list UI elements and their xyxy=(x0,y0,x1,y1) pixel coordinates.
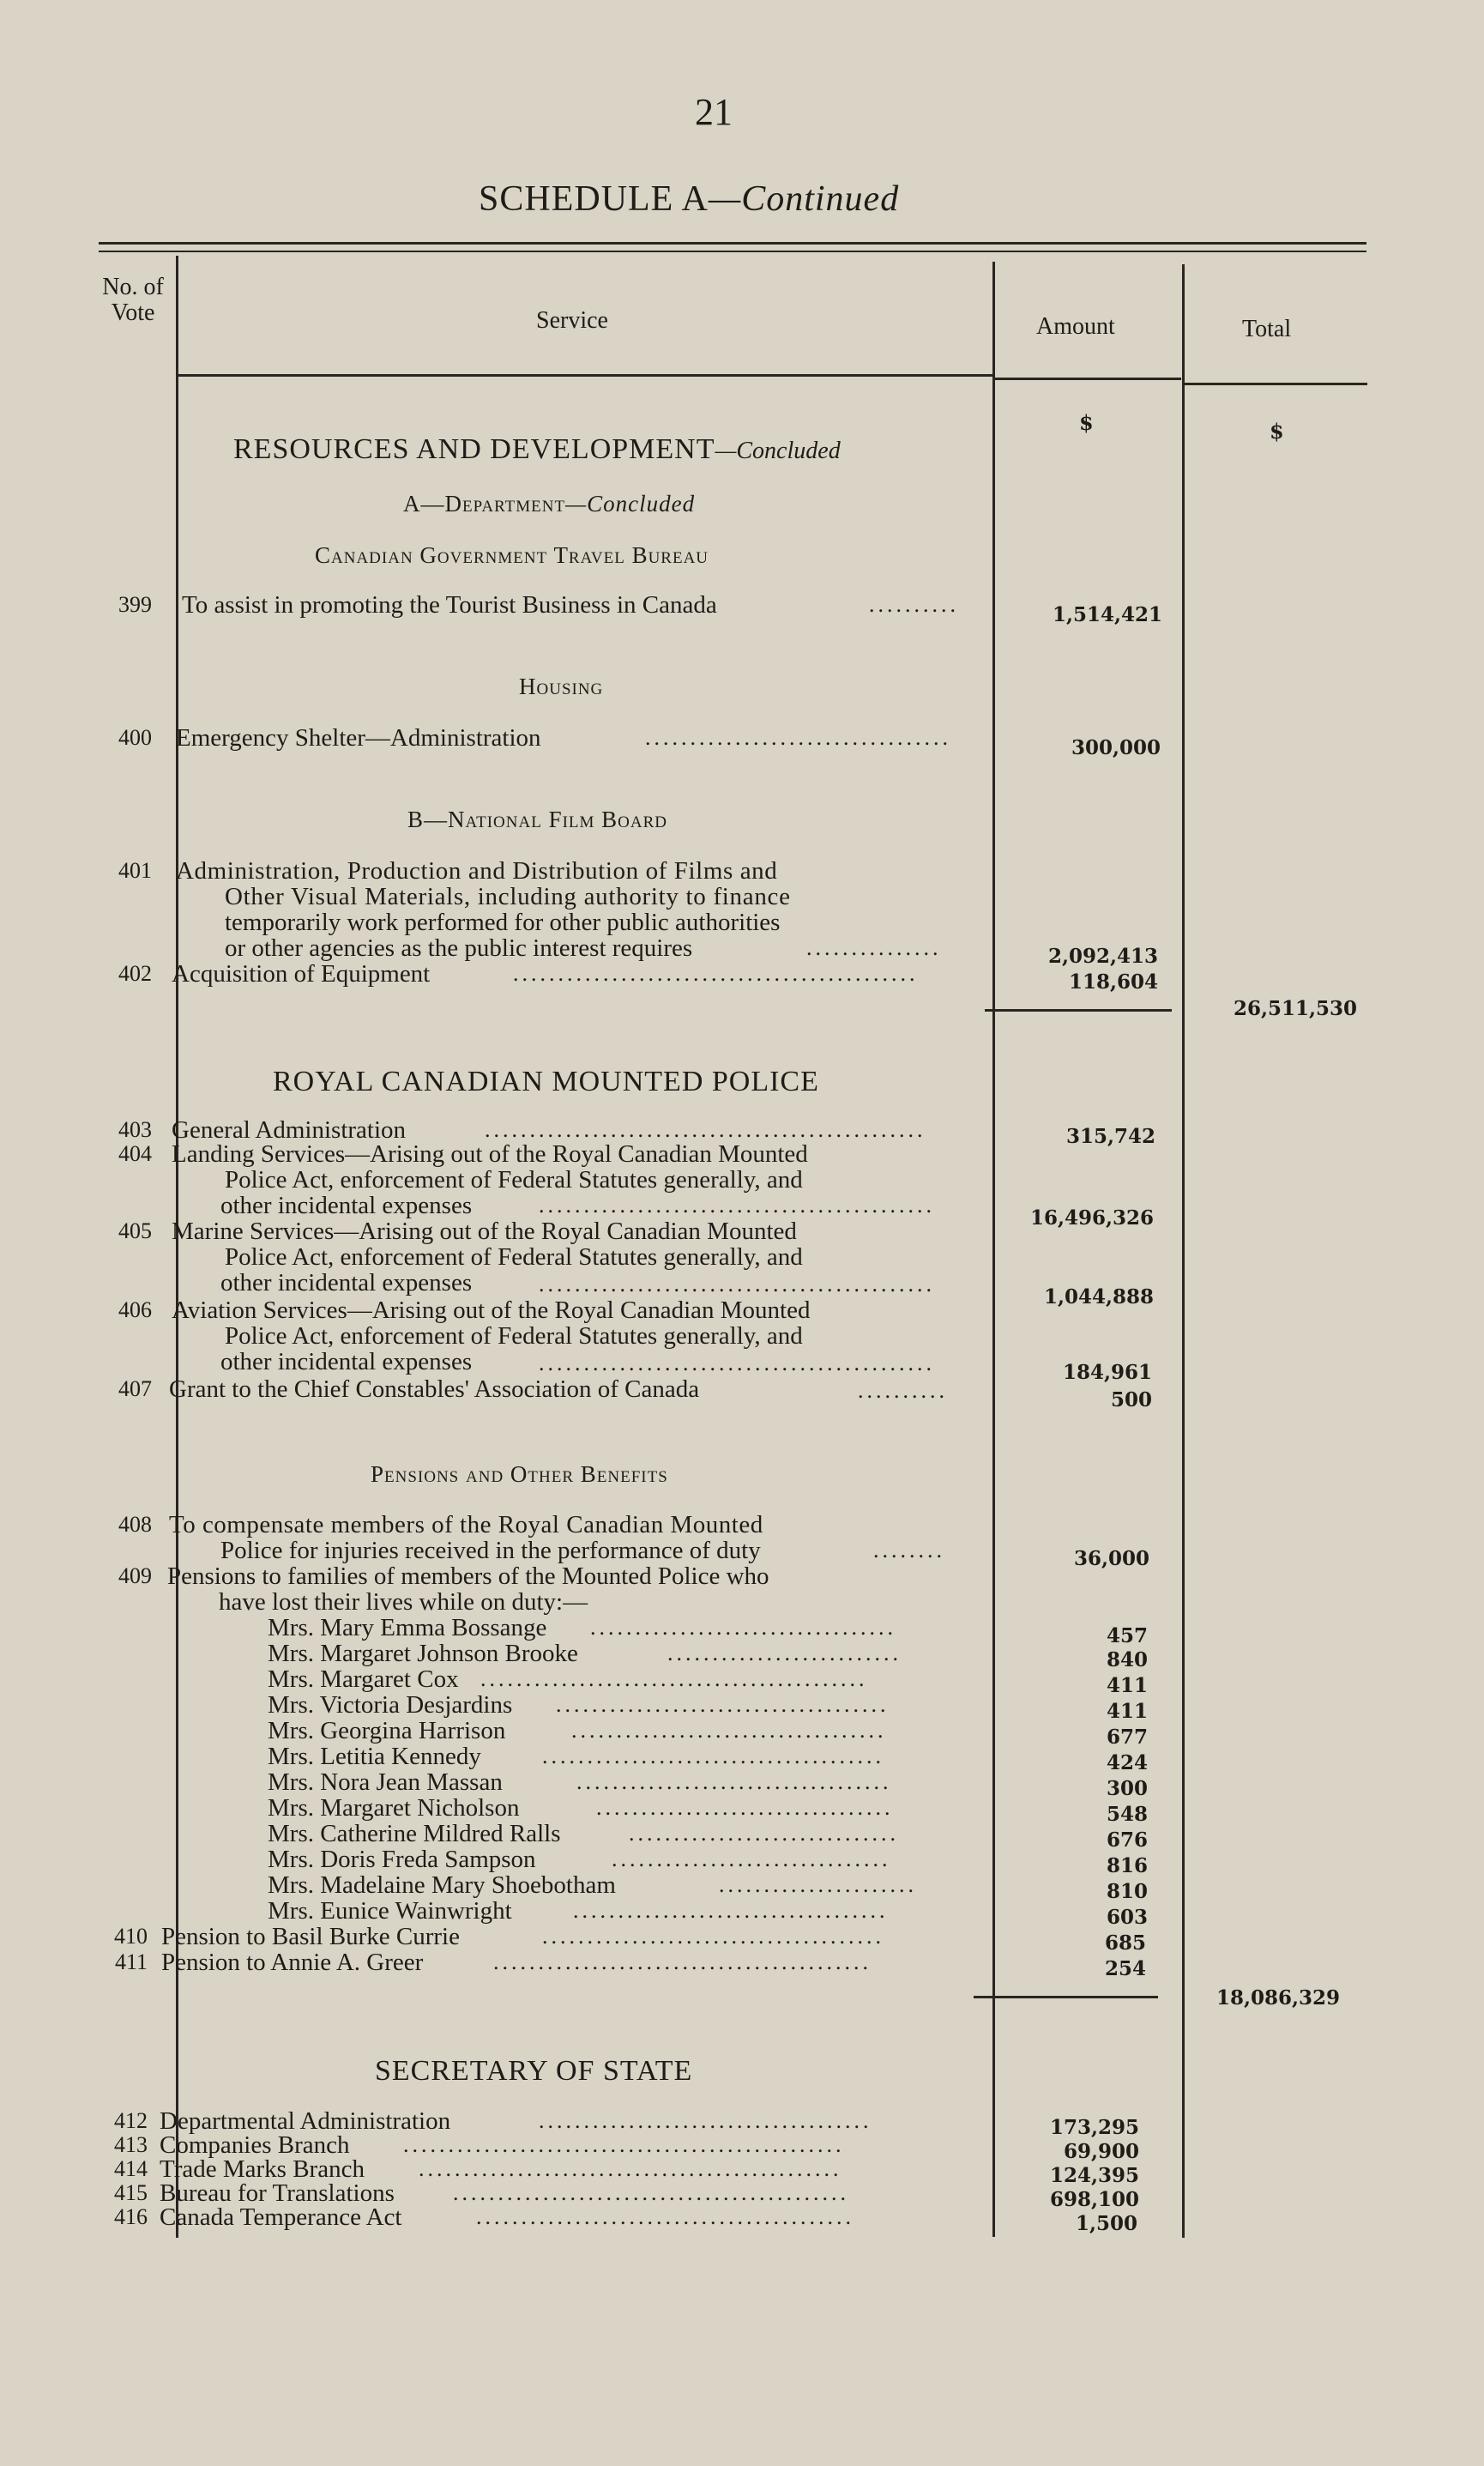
service-line: Police Act, enforcement of Federal Statutes generally, and xyxy=(225,1322,803,1350)
service-line: Canada Temperance Act xyxy=(160,2203,402,2231)
header-service: Service xyxy=(536,307,608,334)
pension-amount: 677 xyxy=(1106,1726,1148,1749)
service-line: Police Act, enforcement of Federal Statutes generally, and xyxy=(225,1166,803,1194)
leader-dots: ................................... xyxy=(576,1769,892,1794)
section-heading-rcmp: ROYAL CANADIAN MOUNTED POLICE xyxy=(273,1066,819,1097)
leader-dots: ..................................... xyxy=(556,1692,890,1717)
header-amount: Amount xyxy=(1036,313,1115,340)
resources-heading-suffix: —Concluded xyxy=(715,438,841,464)
service-line: Departmental Administration xyxy=(160,2107,451,2135)
service-line: Landing Services—Arising out of the Royal Canadian Mounted xyxy=(172,1140,808,1168)
vote-number: 399 xyxy=(118,592,152,617)
vote-number: 414 xyxy=(114,2156,148,2181)
service-line: Other Visual Materials, including authority to finance xyxy=(225,883,791,910)
pension-amount: 603 xyxy=(1106,1906,1148,1929)
leader-dots: ............... xyxy=(806,935,942,960)
subheading-pensions: Pensions and Other Benefits xyxy=(371,1461,668,1487)
pension-amount: 457 xyxy=(1106,1624,1148,1647)
service-line: Aviation Services—Arising out of the Royal Canadian Mounted xyxy=(172,1296,811,1324)
vote-number: 405 xyxy=(118,1218,152,1243)
vote-number: 401 xyxy=(118,858,152,883)
amount-column-divider xyxy=(1182,264,1185,2238)
amount-value: 1,514,421 xyxy=(1052,603,1162,626)
page-number: 21 xyxy=(695,91,733,133)
subtotal-rule xyxy=(974,1996,1158,1998)
amount-value: 36,000 xyxy=(1073,1547,1149,1570)
service-column-divider xyxy=(992,262,995,2237)
service-line: To assist in promoting the Tourist Business in Canada xyxy=(182,591,717,619)
header-underline-service xyxy=(176,374,992,377)
section-heading-resources xyxy=(233,433,841,466)
service-line: Trade Marks Branch xyxy=(160,2155,365,2183)
leader-dots: ............................................ xyxy=(539,1351,935,1375)
leader-dots: .................................. xyxy=(590,1615,896,1640)
service-line: Marine Services—Arising out of the Royal Canadian Mounted xyxy=(172,1218,797,1245)
amount-value: 2,092,413 xyxy=(1047,945,1158,968)
amount-value: 698,100 xyxy=(1049,2188,1139,2211)
schedule-title-suffix: —Continued xyxy=(708,179,900,219)
leader-dots: ...................... xyxy=(719,1872,917,1897)
pensioner-name: Mrs. Letitia Kennedy xyxy=(268,1743,481,1770)
leader-dots: .............................. xyxy=(629,1821,899,1846)
section-total: 18,086,329 xyxy=(1216,1986,1340,2010)
vote-number: 404 xyxy=(118,1141,152,1166)
leader-dots: ............................................. xyxy=(513,961,919,986)
pensioner-name: Mrs. Georgina Harrison xyxy=(268,1717,506,1744)
amount-value: 118,604 xyxy=(1068,970,1158,994)
vote-number: 413 xyxy=(114,2132,148,2157)
leader-dots: ................................... xyxy=(571,1718,887,1743)
amount-value: 124,395 xyxy=(1049,2164,1139,2187)
pension-amount: 816 xyxy=(1106,1854,1148,1877)
subtotal-rule xyxy=(985,1009,1172,1012)
service-line: other incidental expenses xyxy=(220,1192,473,1219)
service-line: Acquisition of Equipment xyxy=(172,960,431,988)
pensioner-name: Mrs. Eunice Wainwright xyxy=(268,1897,512,1925)
subheading-housing: Housing xyxy=(519,674,604,699)
pension-amount: 300 xyxy=(1106,1777,1148,1800)
amount-value: 184,961 xyxy=(1062,1361,1152,1384)
amount-value: 69,900 xyxy=(1063,2140,1139,2163)
leader-dots: .......................................... xyxy=(493,1949,872,1974)
pension-amount: 840 xyxy=(1106,1648,1148,1671)
pensioner-name: Mrs. Doris Freda Sampson xyxy=(268,1846,536,1873)
department-heading-text: A—Department xyxy=(403,491,566,517)
pension-amount: 411 xyxy=(1106,1700,1148,1723)
amount-value: 1,500 xyxy=(1075,2212,1137,2235)
pension-amount: 411 xyxy=(1106,1674,1148,1697)
service-line: Emergency Shelter—Administration xyxy=(176,724,541,752)
vote-number: 415 xyxy=(114,2180,148,2205)
pension-amount: 424 xyxy=(1106,1751,1148,1774)
total-currency: $ xyxy=(1270,419,1284,444)
vote-number: 409 xyxy=(118,1563,152,1588)
leader-dots: ............................................ xyxy=(539,1193,935,1218)
resources-heading-text: RESOURCES AND DEVELOPMENT xyxy=(233,433,715,465)
service-line: Administration, Production and Distribution of Films and xyxy=(176,857,778,885)
service-line: Pension to Basil Burke Currie xyxy=(161,1923,460,1950)
amount-value: 173,295 xyxy=(1049,2116,1139,2139)
leader-dots: .......................... xyxy=(667,1641,902,1665)
service-line: temporarily work performed for other public authorities xyxy=(225,909,781,936)
pension-amount: 810 xyxy=(1106,1880,1148,1903)
pensioner-name: Mrs. Madelaine Mary Shoebotham xyxy=(268,1871,616,1899)
service-line: Police Act, enforcement of Federal Statutes generally, and xyxy=(225,1243,803,1271)
service-line: Pensions to families of members of the Mounted Police who xyxy=(167,1562,769,1590)
pensioner-name: Mrs. Margaret Johnson Brooke xyxy=(268,1640,578,1667)
service-line: or other agencies as the public interest requires xyxy=(225,934,693,962)
pensioner-name: Mrs. Catherine Mildred Ralls xyxy=(268,1820,561,1847)
amount-value: 300,000 xyxy=(1071,736,1161,759)
service-line: Police for injuries received in the performance of duty xyxy=(220,1537,761,1564)
header-total: Total xyxy=(1242,316,1292,342)
section-heading-secretary: SECRETARY OF STATE xyxy=(375,2055,693,2087)
header-underline-amount xyxy=(992,378,1181,380)
service-line: other incidental expenses xyxy=(220,1269,473,1296)
schedule-title xyxy=(479,178,899,220)
amount-currency: $ xyxy=(1079,410,1094,435)
subheading-film-board: B—National Film Board xyxy=(407,807,668,832)
amount-value: 16,496,326 xyxy=(1029,1206,1154,1230)
leader-dots: ............................................ xyxy=(453,2180,849,2205)
service-line: To compensate members of the Royal Canadian Mounted xyxy=(169,1511,763,1538)
header-underline-total xyxy=(1182,383,1367,385)
leader-dots: ........ xyxy=(873,1538,945,1562)
leader-dots: ................................................. xyxy=(403,2132,845,2157)
pensioner-name: Mrs. Victoria Desjardins xyxy=(268,1691,513,1719)
service-line: General Administration xyxy=(172,1116,407,1144)
service-line: Pension to Annie A. Greer xyxy=(161,1949,424,1976)
amount-value: 1,044,888 xyxy=(1043,1285,1154,1309)
leader-dots: .................................. xyxy=(645,725,951,750)
leader-dots: ............................................... xyxy=(419,2156,842,2181)
vote-number: 408 xyxy=(118,1512,152,1537)
leader-dots: ........................................... xyxy=(480,1666,868,1691)
leader-dots: ................................. xyxy=(596,1795,894,1820)
leader-dots: ..................................... xyxy=(539,2108,872,2133)
vote-number: 416 xyxy=(114,2204,148,2229)
vote-number: 403 xyxy=(118,1117,152,1142)
service-line: Grant to the Chief Constables' Association of Canada xyxy=(169,1375,700,1403)
pensioner-name: Mrs. Margaret Cox xyxy=(268,1665,459,1693)
vote-number: 412 xyxy=(114,2108,148,2133)
leader-dots: ...................................... xyxy=(542,1924,884,1949)
leader-dots: ................................... xyxy=(573,1898,889,1923)
leader-dots: ............................................ xyxy=(539,1272,935,1296)
leader-dots: .......... xyxy=(858,1378,948,1403)
pension-amount: 548 xyxy=(1106,1803,1148,1826)
vote-number: 410 xyxy=(114,1924,148,1949)
service-line: Bureau for Translations xyxy=(160,2179,395,2207)
leader-dots: ................................................. xyxy=(485,1117,926,1142)
amount-value: 254 xyxy=(1104,1957,1146,1980)
vote-number: 400 xyxy=(118,725,152,750)
leader-dots: .......... xyxy=(869,592,959,617)
header-vote-number: No. of Vote xyxy=(102,274,164,326)
amount-value: 685 xyxy=(1104,1931,1146,1955)
service-line: have lost their lives while on duty:— xyxy=(219,1588,588,1616)
pensioner-name: Mrs. Mary Emma Bossange xyxy=(268,1614,547,1641)
vote-number: 407 xyxy=(118,1376,152,1401)
vote-number: 411 xyxy=(114,1949,148,1974)
amount-value: 315,742 xyxy=(1065,1125,1155,1148)
leader-dots: ............................... xyxy=(612,1846,891,1871)
pension-amount: 676 xyxy=(1106,1828,1148,1852)
amount-value: 500 xyxy=(1110,1388,1152,1411)
service-line: other incidental expenses xyxy=(220,1348,473,1375)
section-total: 26,511,530 xyxy=(1233,997,1357,1020)
leader-dots: .......................................... xyxy=(476,2204,854,2229)
vote-number: 402 xyxy=(118,961,152,986)
subheading-department xyxy=(403,491,695,517)
leader-dots: ...................................... xyxy=(542,1744,884,1768)
subheading-travel-bureau: Canadian Government Travel Bureau xyxy=(315,542,709,568)
pensioner-name: Mrs. Margaret Nicholson xyxy=(268,1794,520,1822)
service-line: Companies Branch xyxy=(160,2131,350,2159)
pensioner-name: Mrs. Nora Jean Massan xyxy=(268,1768,503,1796)
department-heading-suffix: —Concluded xyxy=(565,491,696,517)
schedule-title-main: SCHEDULE A xyxy=(479,179,709,219)
top-rule xyxy=(99,242,1366,245)
top-rule-thin xyxy=(99,251,1366,252)
vote-number: 406 xyxy=(118,1297,152,1322)
